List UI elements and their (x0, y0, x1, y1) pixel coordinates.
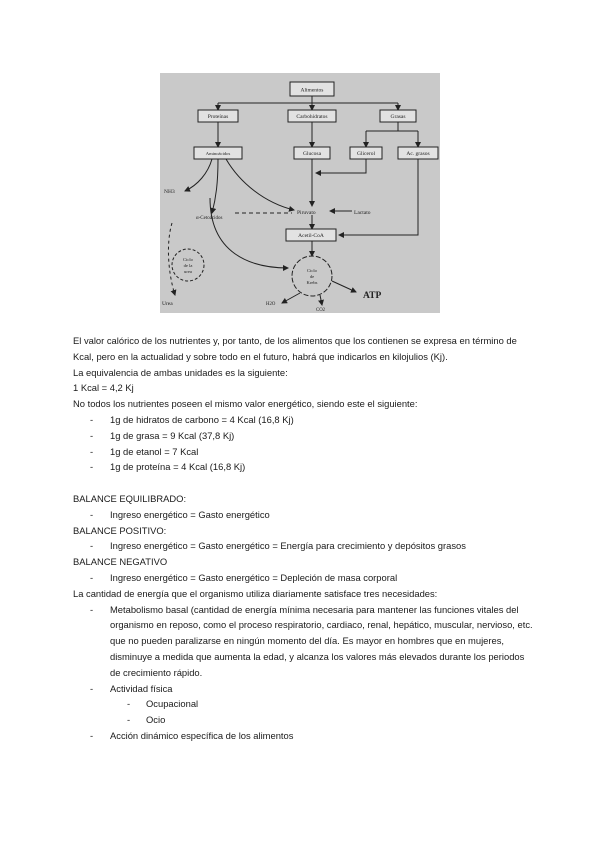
label-acetil-coa: Acetil-CoA (298, 233, 324, 239)
label-alimentos: Alimentos (300, 87, 324, 94)
label-co2: CO2 (316, 308, 326, 313)
label-glicerol: Glicerol (356, 151, 376, 157)
label-ac-grasos: Ac. grasos (406, 151, 430, 157)
label-grasas: Grasas (390, 114, 406, 120)
nutrients-list (73, 412, 533, 475)
metabolism-diagram-svg (160, 73, 440, 313)
spacer (73, 475, 533, 491)
needs-intro: La cantidad de energía que el organismo utiliza diariamente satisface tres necesidades: (73, 587, 438, 599)
balance-equilibrado-title: BALANCE EQUILIBRADO: (73, 492, 187, 504)
balance-negativo-title: BALANCE NEGATIVO (73, 556, 168, 568)
metabolism-diagram (160, 73, 440, 313)
list-item: - 1g de hidratos de carbono = 4 Kcal (16,8 Kj) (73, 412, 533, 428)
list-item: - Ingreso energético = Gasto energético (73, 507, 533, 523)
intro-paragraph: El valor calórico de los nutrientes y, por tanto, de los alimentos que los contienen se expresa en término de Kcal, pero en la actualidad y sobre todo en el futuro, habrá que indicarlos en kilojulios (Kj). (73, 335, 517, 362)
activity-sublist (73, 696, 533, 728)
needs-list-continued (73, 728, 533, 744)
balance-positivo-title: BALANCE POSITIVO: (73, 524, 167, 536)
label-nh3: NH3 (164, 189, 175, 195)
equivalence-value: 1 Kcal = 4,2 Kj (73, 382, 134, 394)
label-urea: Urea (162, 301, 173, 307)
balance-equilibrado-list (73, 507, 533, 523)
list-item: - Ocupacional (73, 696, 533, 712)
label-lactato: Lactato (354, 210, 371, 216)
list-item: - Acción dinámico específica de los alimentos (73, 728, 533, 744)
list-item: - 1g de grasa = 9 Kcal (37,8 Kj) (73, 428, 533, 444)
balance-negativo-list (73, 570, 533, 586)
list-item: - 1g de proteína = 4 Kcal (16,8 Kj) (73, 459, 533, 475)
label-atp: ATP (363, 291, 382, 301)
label-piruvato: Piruvato (297, 210, 316, 216)
nutrients-intro: No todos los nutrientes poseen el mismo valor energético, siendo este el siguiente: (73, 398, 418, 410)
label-proteinas: Proteínas (207, 114, 229, 120)
document-body (73, 333, 533, 744)
list-item: - 1g de etanol = 7 Kcal (73, 444, 533, 460)
list-item: - Metabolismo basal (cantidad de energía mínima necesaria para mantener las funciones vitales del organismo en reposo, como el proceso respiratorio, cardiaco, renal, hepático, muscular, nervioso, etc. que no pueden paralizarse en ningún momento del día. Es mayor en hombres que en mujeres, disminuye a medida que aumenta la edad, y alcanza los valores más elevados durante los periodos de crecimiento rápido. (73, 602, 533, 681)
label-ciclo-urea-1: Ciclo (183, 257, 193, 262)
list-item: - Ocio (73, 712, 533, 728)
label-carbohidratos: Carbohidratos (296, 114, 328, 120)
equivalence-intro: La equivalencia de ambas unidades es la siguiente: (73, 366, 288, 378)
balance-positivo-list (73, 538, 533, 554)
label-ciclo-krebs-2: de (309, 274, 315, 279)
label-ciclo-urea-3: urea (184, 269, 192, 274)
list-item: - Ingreso energético = Gasto energético = Energía para crecimiento y depósitos grasos (73, 538, 533, 554)
list-item: - Ingreso energético = Gasto energético = Depleción de masa corporal (73, 570, 533, 586)
label-ciclo-urea-2: de la (183, 263, 193, 268)
label-ciclo-krebs-3: Krebs (306, 280, 318, 285)
label-aminoacidos: Aminoácidos (205, 151, 231, 156)
label-glucosa: Glucosa (302, 151, 322, 157)
label-ciclo-krebs-1: Ciclo (307, 268, 317, 273)
label-h2o: H2O (266, 302, 276, 307)
list-item: - Actividad física (73, 681, 533, 697)
label-cetoacidos: α-Cetoácidos (196, 216, 223, 221)
needs-list (73, 602, 533, 697)
